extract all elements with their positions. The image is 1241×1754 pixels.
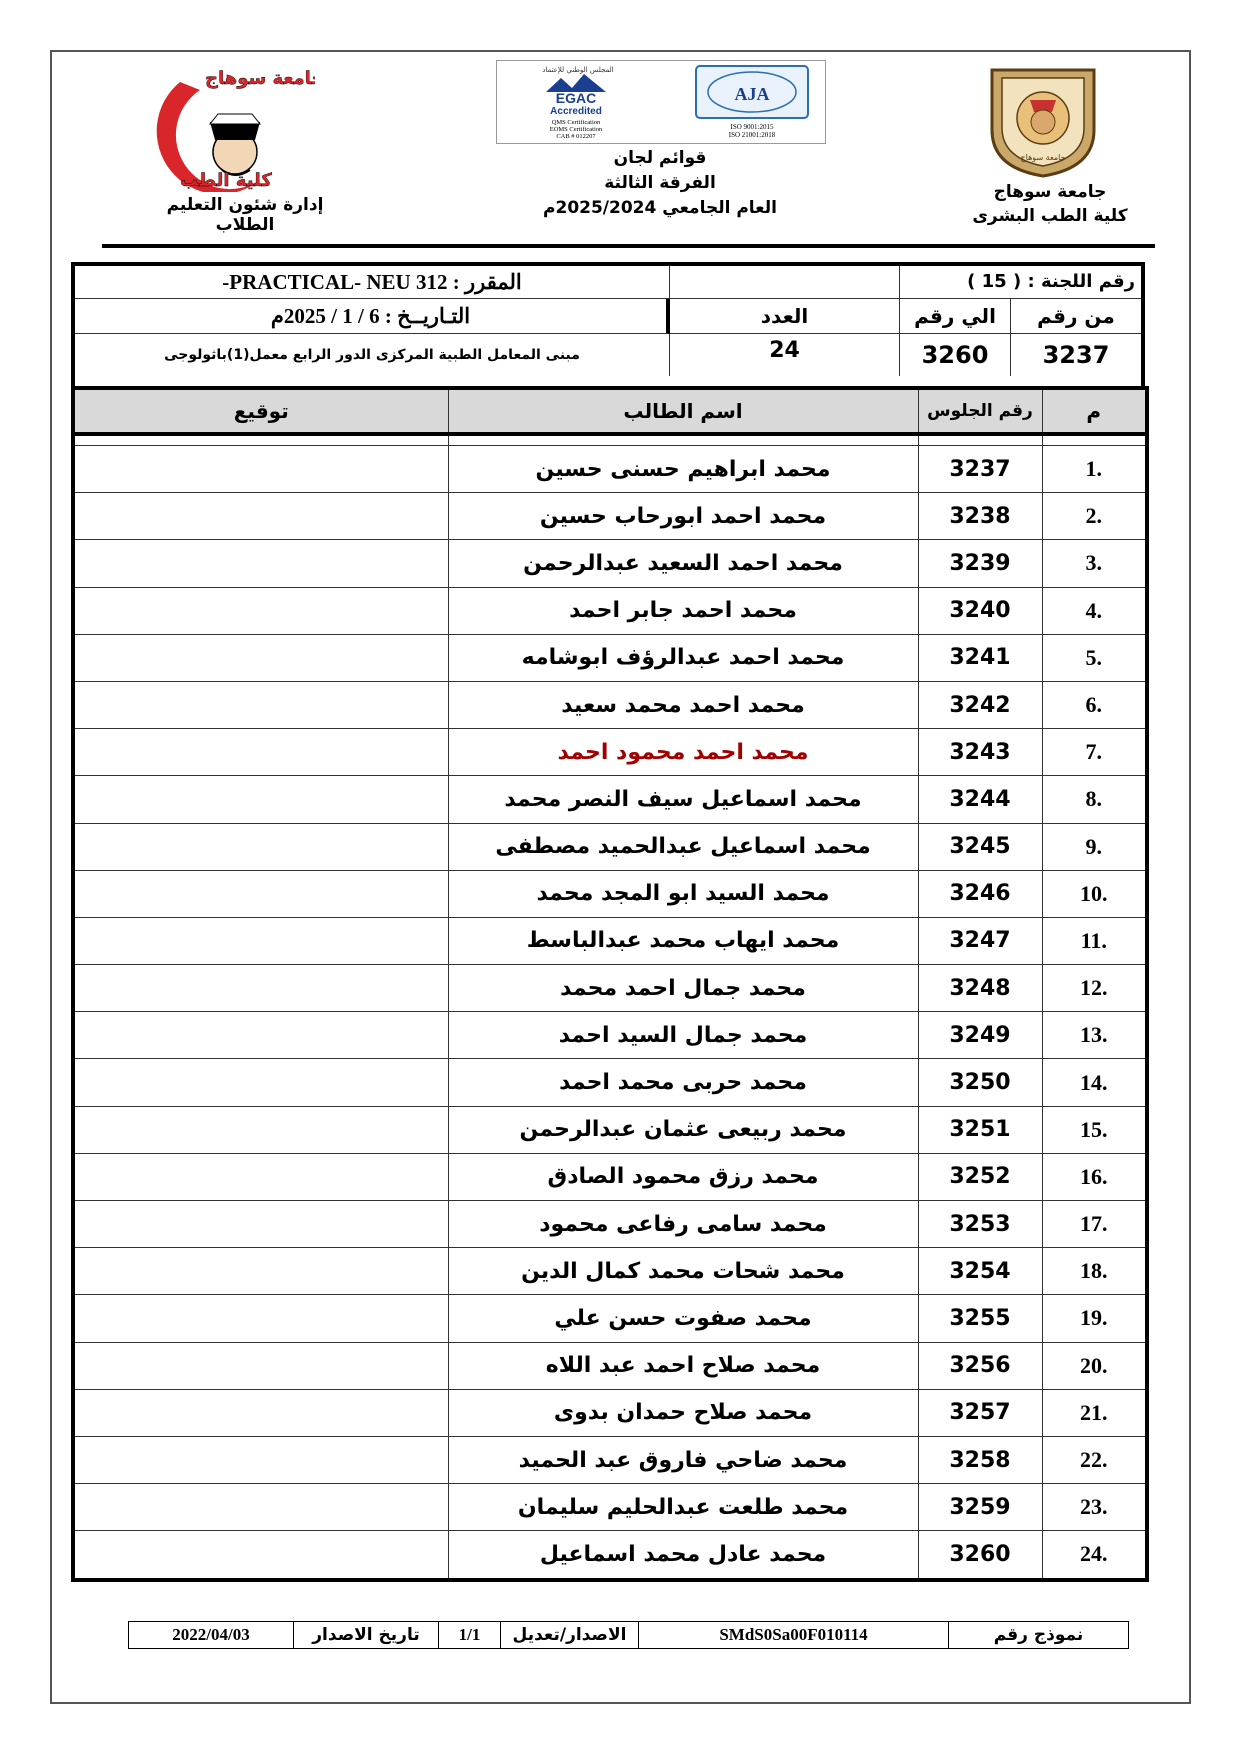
table-row — [73, 634, 1147, 681]
svg-text:ISO 21001:2018: ISO 21001:2018 — [728, 131, 776, 139]
students-table — [71, 386, 1149, 1582]
signature-cell — [73, 870, 448, 917]
svg-text:CAB # 012207: CAB # 012207 — [556, 133, 596, 140]
student-name: محمد ايهاب محمد عبدالباسط — [448, 917, 918, 964]
seat-number: 3252 — [918, 1153, 1042, 1200]
seat-number: 3250 — [918, 1059, 1042, 1106]
department-label: إدارة شئون التعليم الطلاب — [166, 195, 324, 235]
student-name: محمد جمال احمد محمد — [448, 965, 918, 1012]
table-row — [73, 587, 1147, 634]
seat-number: 3253 — [918, 1201, 1042, 1248]
student-name: محمد ربيعى عثمان عبدالرحمن — [448, 1106, 918, 1153]
university-label: جامعة سوهاج — [993, 182, 1107, 202]
student-name: محمد ابراهيم حسنى حسين — [448, 446, 918, 493]
row-index: 20. — [1042, 1342, 1147, 1389]
header-signature: توقيع — [73, 388, 448, 434]
logo-bottom-text: كلية الطب — [180, 170, 272, 191]
seat-number: 3260 — [918, 1531, 1042, 1580]
course-field: المقرر : PRACTICAL- NEU 312- — [75, 266, 670, 299]
seat-number: 3242 — [918, 681, 1042, 728]
table-row — [73, 1295, 1147, 1342]
seat-number: 3251 — [918, 1106, 1042, 1153]
row-index: 11. — [1042, 917, 1147, 964]
row-index: 10. — [1042, 870, 1147, 917]
header-divider — [102, 244, 1155, 248]
table-row — [73, 1436, 1147, 1483]
blank-cell — [670, 266, 900, 299]
table-row — [73, 823, 1147, 870]
svg-text:Accredited: Accredited — [550, 106, 602, 117]
exam-location: مبنى المعامل الطبية المركزى الدور الرابع معمل(1)باثولوجى — [75, 334, 670, 376]
student-name: محمد احمد ابورحاب حسين — [448, 493, 918, 540]
form-footer — [128, 1621, 1129, 1649]
row-index: 14. — [1042, 1059, 1147, 1106]
row-index: 8. — [1042, 776, 1147, 823]
seat-number: 3238 — [918, 493, 1042, 540]
committee-number: رقم اللجنة : ( 15 ) — [900, 266, 1141, 299]
seat-number: 3239 — [918, 540, 1042, 587]
row-index: 3. — [1042, 540, 1147, 587]
table-row — [73, 729, 1147, 776]
table-row — [73, 776, 1147, 823]
row-index: 21. — [1042, 1389, 1147, 1436]
student-name: محمد حربى محمد احمد — [448, 1059, 918, 1106]
student-name: محمد طلعت عبدالحليم سليمان — [448, 1484, 918, 1531]
row-index: 5. — [1042, 634, 1147, 681]
signature-cell — [73, 681, 448, 728]
seat-number: 3249 — [918, 1012, 1042, 1059]
table-row — [73, 1153, 1147, 1200]
seat-number: 3245 — [918, 823, 1042, 870]
from-number-label: من رقم — [1011, 299, 1141, 334]
svg-text:ISO 9001:2015: ISO 9001:2015 — [730, 123, 774, 131]
row-index: 19. — [1042, 1295, 1147, 1342]
table-spacer — [73, 434, 1147, 446]
form-number: SMdS0Sa00F010114 — [639, 1622, 949, 1649]
to-number: 3260 — [900, 334, 1011, 376]
row-index: 16. — [1042, 1153, 1147, 1200]
seat-number: 3257 — [918, 1389, 1042, 1436]
signature-cell — [73, 493, 448, 540]
row-index: 22. — [1042, 1436, 1147, 1483]
seat-number: 3241 — [918, 634, 1042, 681]
row-index: 24. — [1042, 1531, 1147, 1580]
signature-cell — [73, 917, 448, 964]
signature-cell — [73, 1531, 448, 1580]
list-titles — [500, 146, 820, 221]
table-row — [73, 681, 1147, 728]
seat-number: 3256 — [918, 1342, 1042, 1389]
signature-cell — [73, 1201, 448, 1248]
table-row — [73, 1059, 1147, 1106]
signature-cell — [73, 1012, 448, 1059]
title-committee-lists: قوائم لجان — [613, 148, 707, 168]
svg-text:EOMS Certification: EOMS Certification — [549, 126, 603, 133]
table-row — [73, 965, 1147, 1012]
seat-number: 3240 — [918, 587, 1042, 634]
faculty-label: كلية الطب البشرى — [972, 206, 1128, 226]
table-row — [73, 540, 1147, 587]
signature-cell — [73, 587, 448, 634]
signature-cell — [73, 1436, 448, 1483]
student-name: محمد صفوت حسن علي — [448, 1295, 918, 1342]
seat-number: 3244 — [918, 776, 1042, 823]
signature-cell — [73, 965, 448, 1012]
row-index: 4. — [1042, 587, 1147, 634]
signature-cell — [73, 1484, 448, 1531]
header-seat-number: رقم الجلوس — [918, 388, 1042, 434]
student-name: محمد سامى رفاعى محمود — [448, 1201, 918, 1248]
university-name — [955, 180, 1145, 228]
table-row — [73, 1012, 1147, 1059]
title-academic-year: العام الجامعي 2025/2024م — [543, 198, 777, 218]
row-index: 18. — [1042, 1248, 1147, 1295]
seat-number: 3246 — [918, 870, 1042, 917]
issue-date-label: تاريخ الاصدار — [294, 1622, 439, 1649]
student-name: محمد احمد محمد سعيد — [448, 681, 918, 728]
student-name: محمد السيد ابو المجد محمد — [448, 870, 918, 917]
signature-cell — [73, 634, 448, 681]
student-name: محمد احمد عبدالرؤف ابوشامه — [448, 634, 918, 681]
logo-arc-text: جامعة سوهاج — [205, 68, 315, 89]
student-name: محمد احمد السعيد عبدالرحمن — [448, 540, 918, 587]
student-name: محمد رزق محمود الصادق — [448, 1153, 918, 1200]
row-index: 13. — [1042, 1012, 1147, 1059]
row-index: 15. — [1042, 1106, 1147, 1153]
row-index: 12. — [1042, 965, 1147, 1012]
signature-cell — [73, 1248, 448, 1295]
row-index: 6. — [1042, 681, 1147, 728]
table-row — [73, 446, 1147, 493]
signature-cell — [73, 823, 448, 870]
student-name: محمد اسماعيل سيف النصر محمد — [448, 776, 918, 823]
student-name: محمد ضاحي فاروق عبد الحميد — [448, 1436, 918, 1483]
signature-cell — [73, 1059, 448, 1106]
table-row — [73, 493, 1147, 540]
signature-cell — [73, 1106, 448, 1153]
faculty-logo — [110, 62, 315, 192]
table-row — [73, 1389, 1147, 1436]
signature-cell — [73, 1389, 448, 1436]
student-name: محمد شحات محمد كمال الدين — [448, 1248, 918, 1295]
seat-number: 3243 — [918, 729, 1042, 776]
student-name: محمد عادل محمد اسماعيل — [448, 1531, 918, 1580]
svg-text:QMS Certification: QMS Certification — [551, 119, 601, 126]
signature-cell — [73, 1153, 448, 1200]
table-row — [73, 1531, 1147, 1580]
svg-text:AJA: AJA — [734, 84, 770, 104]
count-label: العدد — [670, 299, 900, 334]
svg-text:EGAC: EGAC — [555, 90, 597, 106]
seat-number: 3255 — [918, 1295, 1042, 1342]
seat-number: 3254 — [918, 1248, 1042, 1295]
student-count: 24 — [670, 334, 900, 376]
table-header-row — [73, 388, 1147, 434]
signature-cell — [73, 729, 448, 776]
table-row — [73, 1248, 1147, 1295]
student-name: محمد صلاح احمد عبد اللاه — [448, 1342, 918, 1389]
table-row — [73, 1342, 1147, 1389]
header-student-name: اسم الطالب — [448, 388, 918, 434]
student-name: محمد احمد جابر احمد — [448, 587, 918, 634]
row-index: 23. — [1042, 1484, 1147, 1531]
signature-cell — [73, 1295, 448, 1342]
title-third-year: الفرقة الثالثة — [604, 173, 716, 193]
signature-cell — [73, 1342, 448, 1389]
row-index: 17. — [1042, 1201, 1147, 1248]
svg-text:المجلس الوطني للإعتماد: المجلس الوطني للإعتماد — [542, 66, 614, 74]
table-row — [73, 1106, 1147, 1153]
signature-cell — [73, 776, 448, 823]
student-name: محمد صلاح حمدان بدوى — [448, 1389, 918, 1436]
seat-number: 3259 — [918, 1484, 1042, 1531]
student-name: محمد جمال السيد احمد — [448, 1012, 918, 1059]
student-name: محمد احمد محمود احمد — [448, 729, 918, 776]
header-index: م — [1042, 388, 1147, 434]
row-index: 9. — [1042, 823, 1147, 870]
table-row — [73, 870, 1147, 917]
row-index: 1. — [1042, 446, 1147, 493]
university-seal — [982, 60, 1104, 178]
form-number-label: نموذج رقم — [949, 1622, 1129, 1649]
row-index: 7. — [1042, 729, 1147, 776]
signature-cell — [73, 540, 448, 587]
table-row — [73, 1201, 1147, 1248]
issue-label: الاصدار/تعديل — [501, 1622, 639, 1649]
seat-number: 3237 — [918, 446, 1042, 493]
committee-info — [71, 262, 1145, 386]
student-name: محمد اسماعيل عبدالحميد مصطفى — [448, 823, 918, 870]
exam-date: التـاريــخ : 6 / 1 / 2025م — [75, 299, 670, 334]
svg-text:جامعة سوهاج: جامعة سوهاج — [1020, 153, 1066, 162]
seat-number: 3258 — [918, 1436, 1042, 1483]
seat-number: 3248 — [918, 965, 1042, 1012]
table-row — [73, 917, 1147, 964]
row-index: 2. — [1042, 493, 1147, 540]
certification-badges — [496, 60, 826, 144]
seat-number: 3247 — [918, 917, 1042, 964]
signature-cell — [73, 446, 448, 493]
from-number: 3237 — [1042, 341, 1110, 369]
to-number-label: الي رقم — [900, 299, 1011, 334]
issue-number: 1/1 — [439, 1622, 501, 1649]
table-row — [73, 1484, 1147, 1531]
issue-date: 2022/04/03 — [129, 1622, 294, 1649]
